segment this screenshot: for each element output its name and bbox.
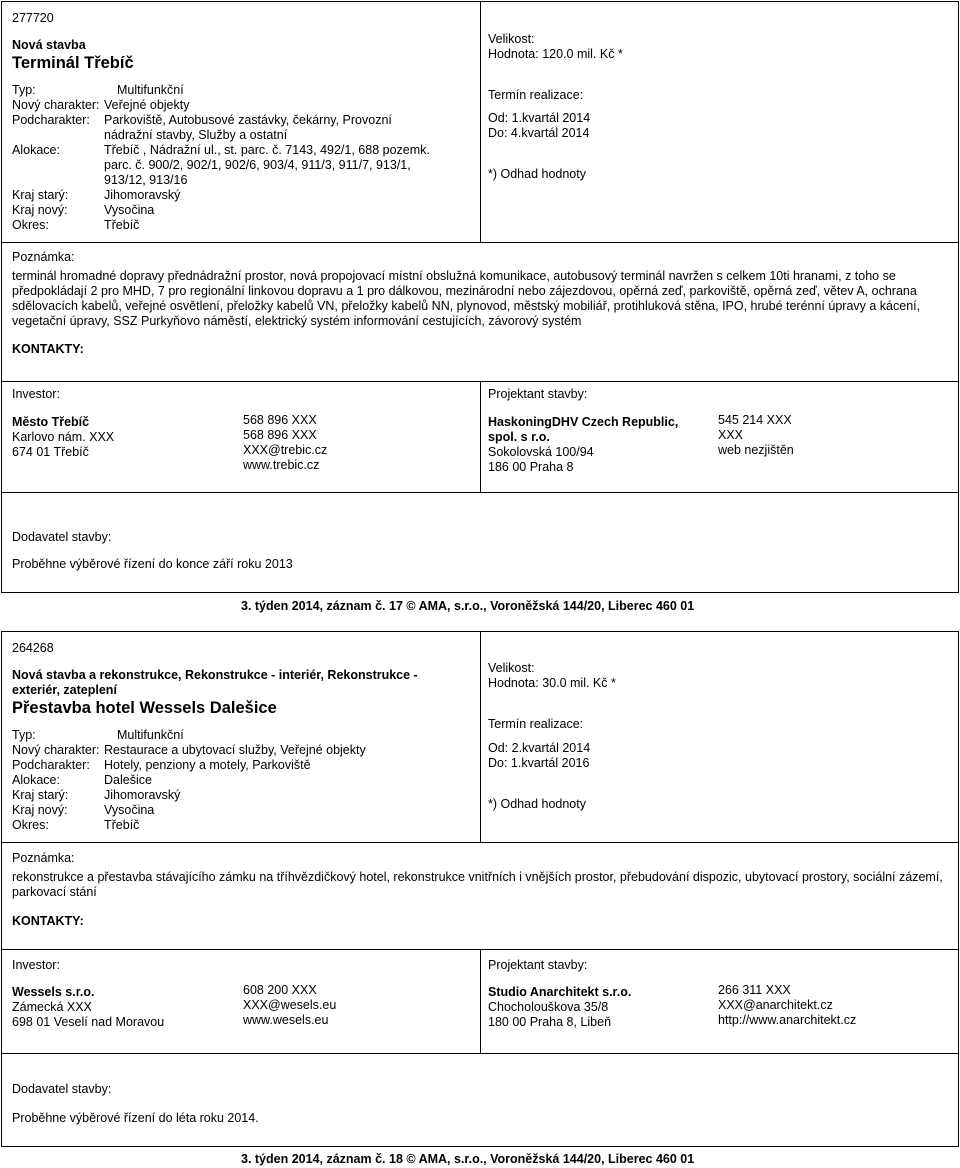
kraj-stary-value: Jihomoravský [104,788,181,802]
hodnota-value: Hodnota: 120.0 mil. Kč * [488,47,623,61]
hodnota-value: Hodnota: 30.0 mil. Kč * [488,676,616,690]
projektant-address [488,415,713,475]
investor-address [12,985,237,1030]
projektant-address-line-2: 186 00 Praha 8 [488,460,574,474]
podcharakter-label: Podcharakter: [12,758,90,772]
record-1-poznamka [12,250,947,357]
dodavatel-text: Proběhne výběrové řízení do konce září roku 2013 [12,557,293,571]
okres-value: Třebíč [104,818,140,832]
investor-address-line-1: Zámecká XXX [12,1000,92,1014]
poznamka-label: Poznámka: [12,250,75,264]
investor-block [12,958,472,973]
alokace-value: Třebíč , Nádražní ul., st. parc. č. 7143, 492/1, 688 pozemk. parc. č. 900/2, 902/1, 902/6, 903/4, 911/3, 911/7, 913/1, 913/12, 913/16 [104,143,430,187]
kontakty-heading: KONTAKTY: [12,342,84,356]
novy-charakter-label: Nový charakter: [12,98,100,112]
investor-web: www.wesels.eu [243,1013,329,1027]
record-id: 264268 [12,641,54,655]
projektant-name-line-1: HaskoningDHV Czech Republic, [488,415,679,429]
termin-od: Od: 1.kvartál 2014 [488,111,591,125]
projektant-contacts [718,983,948,1028]
termin-label: Termín realizace: [488,88,584,102]
record-category: Nová stavba a rekonstrukce, Rekonstrukce - interiér, Rekonstrukce - exteriér, zateplení [12,668,418,697]
odhad-note: *) Odhad hodnoty [488,797,586,811]
projektant-address-line-1: Chocholouškova 35/8 [488,1000,609,1014]
projektant-phone: 545 214 XXX [718,413,792,427]
alokace-label: Alokace: [12,143,60,157]
kraj-stary-value: Jihomoravský [104,188,181,202]
projektant-web: http://www.anarchitekt.cz [718,1013,857,1027]
record-title: Přestavba hotel Wessels Dalešice [12,699,277,717]
projektant-label: Projektant stavby: [488,387,588,401]
investor-email: XXX@wesels.eu [243,998,337,1012]
termin-label: Termín realizace: [488,717,584,731]
investor-address [12,415,232,460]
dodavatel-text: Proběhne výběrové řízení do léta roku 2014. [12,1111,259,1125]
investor-phone: 608 200 XXX [243,983,317,997]
termin-do: Do: 1.kvartál 2016 [488,756,590,770]
investor-contacts [243,413,473,473]
podcharakter-label: Podcharakter: [12,113,90,127]
typ-label: Typ: [12,728,36,742]
record-category: Nová stavba [12,38,86,52]
record-2-poznamka [12,851,947,929]
projektant-name-line-2: spol. s r.o. [488,430,550,444]
poznamka-label: Poznámka: [12,851,75,865]
typ-value: Multifunkční [117,83,184,97]
kraj-novy-value: Vysočina [104,803,155,817]
podcharakter-value: Hotely, penziony a motely, Parkoviště [104,758,311,772]
record-1-footer: 3. týden 2014, záznam č. 17 © AMA, s.r.o., Voroněžská 144/20, Liberec 460 01 [241,599,695,613]
record-2-column-divider [480,631,481,843]
record-2-main [12,641,462,833]
novy-charakter-value: Veřejné objekty [104,98,190,112]
alokace-label: Alokace: [12,773,60,787]
projektant-block [488,387,948,402]
record-2-side [488,661,948,812]
okres-label: Okres: [12,818,49,832]
novy-charakter-label: Nový charakter: [12,743,100,757]
investor-name: Město Třebíč [12,415,90,429]
investor-address-line-1: Karlovo nám. XXX [12,430,115,444]
investor-phone-2: 568 896 XXX [243,428,317,442]
investor-name: Wessels s.r.o. [12,985,95,999]
odhad-note: *) Odhad hodnoty [488,167,586,181]
investor-web: www.trebic.cz [243,458,320,472]
kraj-stary-label: Kraj starý: [12,788,69,802]
investor-email: XXX@trebic.cz [243,443,328,457]
investor-address-line-2: 674 01 Třebíč [12,445,89,459]
projektant-phone: 266 311 XXX [718,983,791,997]
investor-block [12,387,472,402]
typ-label: Typ: [12,83,36,97]
record-title: Terminál Třebíč [12,54,134,72]
dodavatel-label: Dodavatel stavby: [12,1082,112,1096]
kraj-novy-label: Kraj nový: [12,203,68,217]
velikost-label: Velikost: [488,32,535,46]
termin-do: Do: 4.kvartál 2014 [488,126,590,140]
record-id: 277720 [12,11,54,25]
kontakty-heading: KONTAKTY: [12,914,84,928]
alokace-value: Dalešice [104,773,152,787]
record-1-dodavatel [12,530,942,572]
record-2-dodavatel [12,1082,942,1126]
projektant-block [488,958,948,973]
investor-label: Investor: [12,387,60,401]
investor-phone-1: 568 896 XXX [243,413,317,427]
investor-label: Investor: [12,958,60,972]
okres-label: Okres: [12,218,49,232]
projektant-address-line-2: 180 00 Praha 8, Libeň [488,1015,612,1029]
record-1-column-divider [480,1,481,243]
projektant-web: web nezjištěn [718,443,794,457]
record-1-contacts-divider [480,381,481,493]
projektant-contacts [718,413,948,458]
projektant-label: Projektant stavby: [488,958,588,972]
projektant-email: XXX@anarchitekt.cz [718,998,833,1012]
record-2-contacts-divider [480,949,481,1054]
record-1-side [488,32,948,182]
record-2-footer: 3. týden 2014, záznam č. 18 © AMA, s.r.o., Voroněžská 144/20, Liberec 460 01 [241,1152,695,1166]
record-1-main [12,11,467,233]
projektant-name: Studio Anarchitekt s.r.o. [488,985,632,999]
poznamka-text: terminál hromadné dopravy přednádražní prostor, nová propojovací místní obslužná komunikace, autobusový terminál navržen s celkem 10ti hranami, z toho se předpokládají 2 pro MHD, 7 pro regionální linkovou dopravu a 1 pro dálkovou, mezinárodní nebo zájezdovou, opěrná zeď, parkoviště, opěrná zeď, větev A, ochrana sdělovacích kabelů, veřejné osvětlení, přeložky kabelů VN, přeložky kabelů NN, plynovod, městský mobiliář, protihluková stěna, IPO, hrubé terénní úpravy a kácení, vegetační úpravy, SSZ Purkyňovo náměstí, elektrický systém informování cestujících, závorový systém [12,269,921,328]
poznamka-text: rekonstrukce a přestavba stávajícího zámku na tříhvězdičkový hotel, rekonstrukce vnitřních i vnějších prostor, přebudování dispozic, ubytovací prostory, sociální zázemí, parkovací stání [12,870,943,899]
termin-od: Od: 2.kvartál 2014 [488,741,591,755]
kraj-novy-value: Vysočina [104,203,155,217]
podcharakter-value: Parkoviště, Autobusové zastávky, čekárny, Provozní nádražní stavby, Služby a ostatní [104,113,392,142]
investor-address-line-2: 698 01 Veselí nad Moravou [12,1015,165,1029]
typ-value: Multifunkční [117,728,184,742]
projektant-address-line-1: Sokolovská 100/94 [488,445,594,459]
projektant-address [488,985,713,1030]
kraj-novy-label: Kraj nový: [12,803,68,817]
kraj-stary-label: Kraj starý: [12,188,69,202]
velikost-label: Velikost: [488,661,535,675]
projektant-email: XXX [718,428,744,442]
investor-contacts [243,983,473,1028]
okres-value: Třebíč [104,218,140,232]
dodavatel-label: Dodavatel stavby: [12,530,112,544]
novy-charakter-value: Restaurace a ubytovací služby, Veřejné objekty [104,743,366,757]
